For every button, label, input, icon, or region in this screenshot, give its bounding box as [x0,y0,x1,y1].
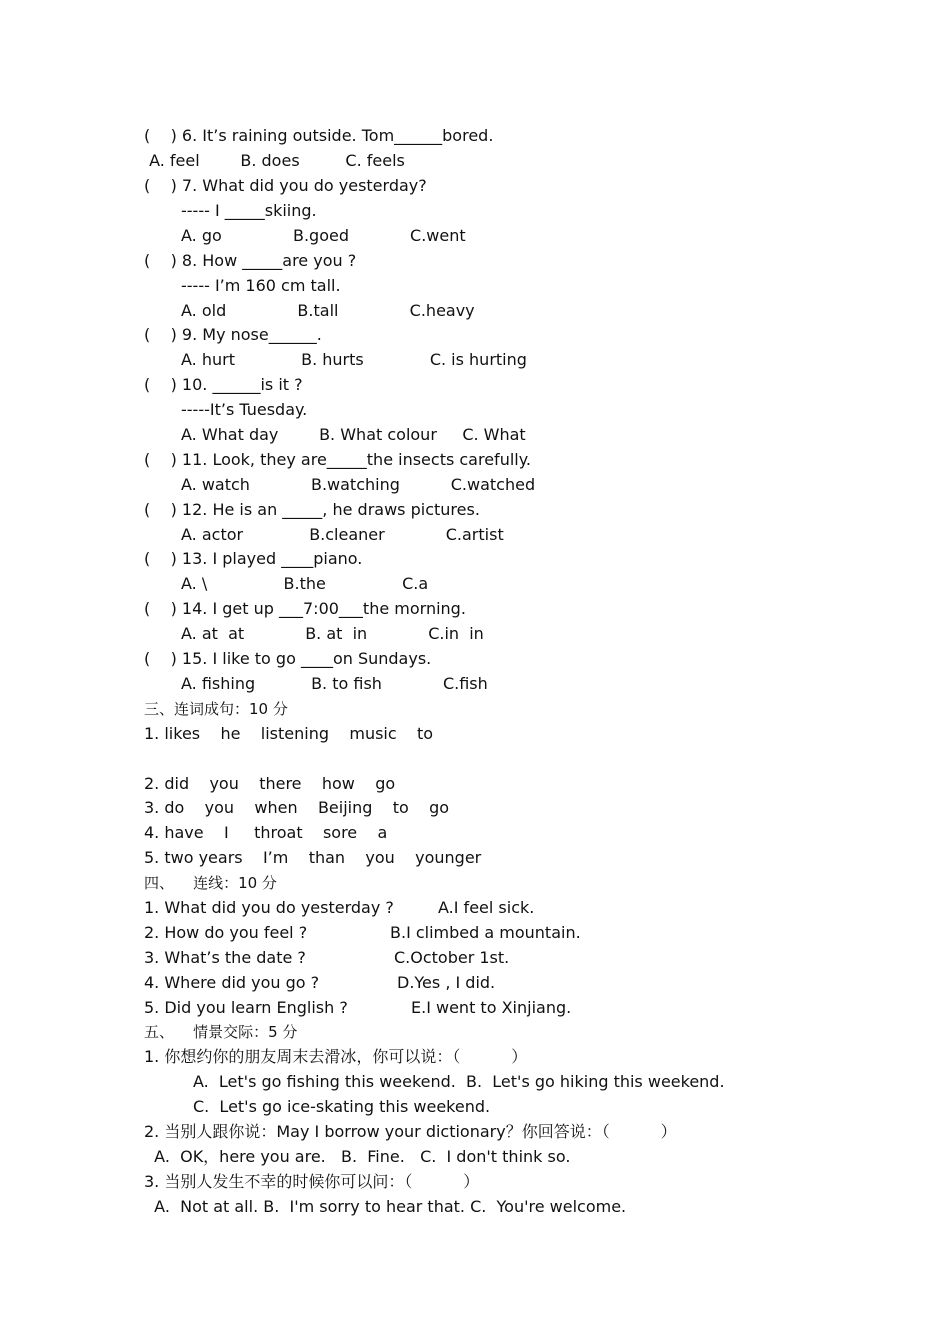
match-right-b: B.I climbed a mountain. [390,923,581,942]
situation-question-3: 3. 当别人发生不幸的时候你可以问：（ ） [144,1172,480,1191]
question-12: ( ) 12. He is an _____, he draws pictures. [144,500,480,519]
situation-1-options-a: A. Let's go fishing this weekend. B. Let's go hiking this weekend. [193,1072,725,1091]
question-8-answer-line: ----- I’m 160 cm tall. [181,276,341,295]
situation-1-options-b: C. Let's go ice-skating this weekend. [193,1097,491,1116]
section-5-heading: 五、 情景交际：5 分 [144,1023,298,1041]
sentence-item-2: 2. did you there how go [144,774,396,793]
question-12-options: A. actor B.cleaner C.artist [181,525,504,544]
situation-3-options: A. Not at all. B. I'm sorry to hear that. C. You're welcome. [144,1197,627,1216]
match-left-5: 5. Did you learn English ? [144,998,348,1017]
question-14: ( ) 14. I get up ___7:00___the morning. [144,599,466,618]
question-15: ( ) 15. I like to go ____on Sundays. [144,649,432,668]
question-6-options: A. feel B. does C. feels [144,151,405,170]
match-left-1: 1. What did you do yesterday ? [144,898,394,917]
question-8-options: A. old B.tall C.heavy [181,301,475,320]
sentence-item-5: 5. two years I’m than you younger [144,848,482,867]
question-9-options: A. hurt B. hurts C. is hurting [181,350,527,369]
section-3-heading: 三、连词成句：10 分 [144,700,288,718]
question-9: ( ) 9. My nose______. [144,325,322,344]
sentence-item-3: 3. do you when Beijing to go [144,798,450,817]
question-7: ( ) 7. What did you do yesterday? [144,176,427,195]
question-11-options: A. watch B.watching C.watched [181,475,536,494]
match-right-c: C.October 1st. [394,948,510,967]
match-left-3: 3. What’s the date ? [144,948,306,967]
sentence-item-1: 1. likes he listening music to [144,724,434,743]
question-7-options: A. go B.goed C.went [181,226,466,245]
match-right-d: D.Yes , I did. [397,973,496,992]
question-10-options: A. What day B. What colour C. What [181,425,526,444]
situation-2-options: A. OK，here you are. B. Fine. C. I don't think so. [144,1147,571,1166]
situation-question-1: 1. 你想约你的朋友周末去滑冰，你可以说：（ ） [144,1047,528,1066]
question-7-answer-line: ----- I _____skiing. [181,201,317,220]
match-left-2: 2. How do you feel ? [144,923,308,942]
question-14-options: A. at at B. at in C.in in [181,624,484,643]
sentence-item-4: 4. have I throat sore a [144,823,388,842]
question-10: ( ) 10. ______is it ? [144,375,303,394]
match-right-a: A.I feel sick. [438,898,535,917]
section-4-heading: 四、 连线：10 分 [144,874,277,892]
question-6: ( ) 6. It’s raining outside. Tom______bored. [144,126,494,145]
question-13-options: A. \ B.the C.a [181,574,429,593]
question-10-answer-line: -----It’s Tuesday. [181,400,308,419]
question-15-options: A. fishing B. to fish C.fish [181,674,488,693]
question-11: ( ) 11. Look, they are_____the insects carefully. [144,450,531,469]
situation-question-2: 2. 当别人跟你说：May I borrow your dictionary？你回答说：（ ） [144,1122,677,1141]
match-left-4: 4. Where did you go ? [144,973,320,992]
question-8: ( ) 8. How _____are you ? [144,251,357,270]
match-right-e: E.I went to Xinjiang. [411,998,572,1017]
question-13: ( ) 13. I played ____piano. [144,549,363,568]
